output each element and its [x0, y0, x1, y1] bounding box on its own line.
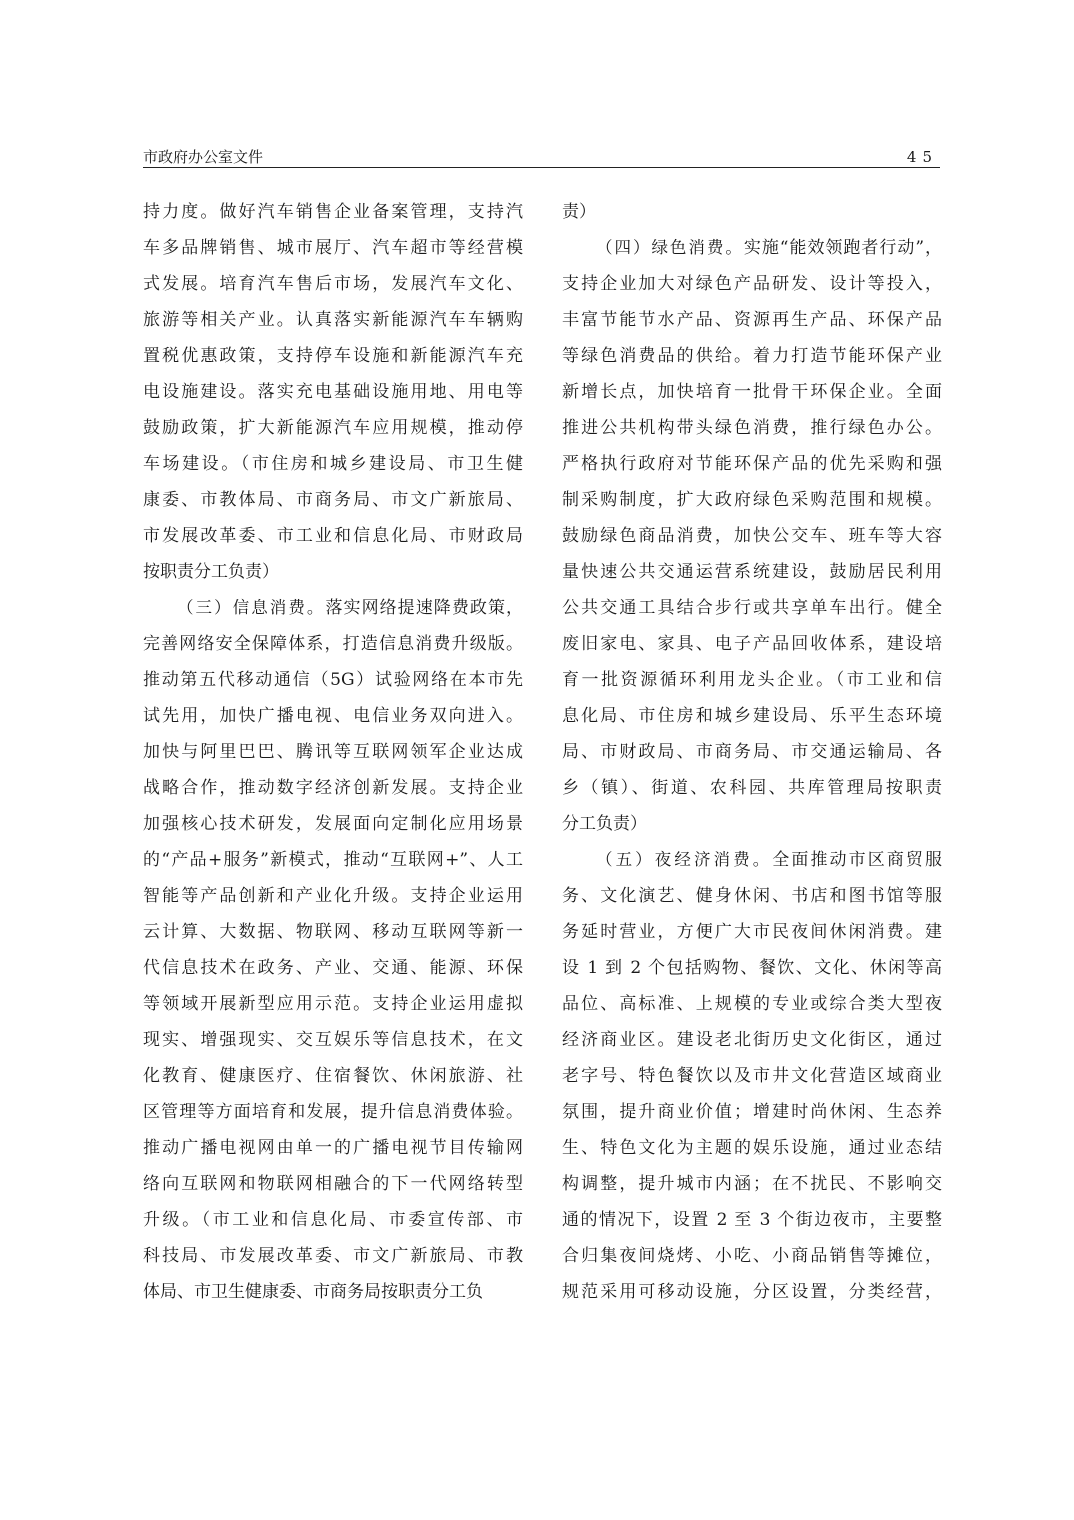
- text-line: 务、文化演艺、健身休闲、书店和图书馆等服: [562, 886, 942, 906]
- text-line: 规范采用可移动设施，分区设置，分类经营，: [562, 1282, 942, 1302]
- section-heading: （五）夜经济消费。: [596, 850, 773, 869]
- text-line: 生、特色文化为主题的娱乐设施，通过业态结: [562, 1138, 942, 1158]
- text-line: 现实、增强现实、交互娱乐等信息技术，在文: [143, 1030, 523, 1050]
- section-heading: （四）绿色消费。: [596, 238, 744, 257]
- text-line: 等绿色消费品的供给。着力打造节能环保产业: [562, 346, 942, 366]
- text-line: 式发展。培育汽车售后市场，发展汽车文化、: [143, 274, 523, 294]
- text-line: 络向互联网和物联网相融合的下一代网络转型: [143, 1174, 523, 1194]
- section-lead-text: 落实网络提速降费政策，: [325, 598, 524, 618]
- text-line: 合归集夜间烧烤、小吃、小商品销售等摊位，: [562, 1246, 942, 1266]
- text-line: 量快速公共交通运营系统建设，鼓励居民利用: [562, 562, 942, 582]
- text-line: 息化局、市住房和城乡建设局、乐平生态环境: [562, 706, 942, 726]
- text-line: 通的情况下，设置 2 至 3 个街边夜市，主要整: [562, 1210, 942, 1230]
- section-heading: （三）信息消费。: [177, 598, 326, 617]
- text-line: 推动第五代移动通信（5G）试验网络在本市先: [143, 670, 523, 690]
- text-line: 持力度。做好汽车销售企业备案管理，支持汽: [143, 202, 523, 222]
- right-text-column: [562, 194, 942, 1310]
- text-line: 推进公共机构带头绿色消费，推行绿色办公。: [562, 418, 942, 438]
- text-line: 鼓励绿色商品消费，加快公交车、班车等大容: [562, 526, 942, 546]
- text-line: 设 1 到 2 个包括购物、餐饮、文化、休闲等高: [562, 958, 942, 978]
- text-line: 智能等产品创新和产业化升级。支持企业运用: [143, 886, 523, 906]
- text-line: 推动广播电视网由单一的广播电视节目传输网: [143, 1138, 523, 1158]
- text-line: 化教育、健康医疗、住宿餐饮、休闲旅游、社: [143, 1066, 523, 1086]
- text-line: 经济商业区。建设老北街历史文化街区，通过: [562, 1030, 942, 1050]
- text-line: 加快与阿里巴巴、腾讯等互联网领军企业达成: [143, 742, 523, 762]
- text-line: 公共交通工具结合步行或共享单车出行。健全: [562, 598, 942, 618]
- text-line: 按职责分工负责）: [143, 562, 279, 582]
- text-line: 升级。（市工业和信息化局、市委宣传部、市: [143, 1210, 523, 1230]
- text-line: 氛围，提升商业价值；增建时尚休闲、生态养: [562, 1102, 942, 1122]
- text-line: 严格执行政府对节能环保产品的优先采购和强: [562, 454, 942, 474]
- text-line: 战略合作，推动数字经济创新发展。支持企业: [143, 778, 523, 798]
- text-line: 代信息技术在政务、产业、交通、能源、环保: [143, 958, 523, 978]
- text-line: 新增长点，加快培育一批骨干环保企业。全面: [562, 382, 942, 402]
- text-line: [562, 842, 942, 878]
- text-line: 置税优惠政策，支持停车设施和新能源汽车充: [143, 346, 523, 366]
- text-line: 康委、市教体局、市商务局、市文广新旅局、: [143, 490, 523, 510]
- text-line: 分工负责）: [562, 814, 647, 834]
- text-line: 制采购制度，扩大政府绿色采购范围和规模。: [562, 490, 942, 510]
- text-line: 云计算、大数据、物联网、移动互联网等新一: [143, 922, 523, 942]
- text-line: 完善网络安全保障体系，打造信息消费升级版。: [143, 634, 523, 654]
- text-line: 构调整，提升城市内涵；在不扰民、不影响交: [562, 1174, 942, 1194]
- text-line: [562, 230, 942, 266]
- text-line: [143, 590, 523, 626]
- text-line: 的“产品+服务”新模式，推动“互联网+”、人工: [143, 850, 523, 870]
- text-line: 支持企业加大对绿色产品研发、设计等投入，: [562, 274, 942, 294]
- section-lead-text: 实施“能效领跑者行动”，: [743, 238, 942, 258]
- text-line: 市发展改革委、市工业和信息化局、市财政局: [143, 526, 523, 546]
- document-header-title: 市政府办公室文件: [143, 148, 264, 166]
- text-line: 车多品牌销售、城市展厅、汽车超市等经营模: [143, 238, 523, 258]
- text-line: 废旧家电、家具、电子产品回收体系，建设培: [562, 634, 942, 654]
- text-line: 鼓励政策，扩大新能源汽车应用规模，推动停: [143, 418, 523, 438]
- page-number: 45: [906, 148, 938, 166]
- page-header: [143, 147, 940, 168]
- left-text-column: [143, 194, 523, 1310]
- text-line: 加强核心技术研发，发展面向定制化应用场景: [143, 814, 523, 834]
- text-line: 丰富节能节水产品、资源再生产品、环保产品: [562, 310, 942, 330]
- text-line: 体局、市卫生健康委、市商务局按职责分工负: [143, 1282, 483, 1302]
- text-line: 电设施建设。落实充电基础设施用地、用电等: [143, 382, 523, 402]
- section-lead-text: 全面推动市区商贸服: [772, 850, 943, 870]
- text-line: 品位、高标准、上规模的专业或综合类大型夜: [562, 994, 942, 1014]
- text-line: 车场建设。（市住房和城乡建设局、市卫生健: [143, 454, 523, 474]
- text-line: 老字号、特色餐饮以及市井文化营造区域商业: [562, 1066, 942, 1086]
- text-line: 试先用，加快广播电视、电信业务双向进入。: [143, 706, 523, 726]
- text-line: 局、市财政局、市商务局、市交通运输局、各: [562, 742, 942, 762]
- text-line: 务延时营业，方便广大市民夜间休闲消费。建: [562, 922, 942, 942]
- text-line: 育一批资源循环利用龙头企业。（市工业和信: [562, 670, 942, 690]
- text-line: 区管理等方面培育和发展，提升信息消费体验。: [143, 1102, 523, 1122]
- text-line: 责）: [562, 202, 596, 222]
- text-line: 等领域开展新型应用示范。支持企业运用虚拟: [143, 994, 523, 1014]
- text-line: 旅游等相关产业。认真落实新能源汽车车辆购: [143, 310, 523, 330]
- text-line: 乡（镇）、街道、农科园、共库管理局按职责: [562, 778, 942, 798]
- text-line: 科技局、市发展改革委、市文广新旅局、市教: [143, 1246, 523, 1266]
